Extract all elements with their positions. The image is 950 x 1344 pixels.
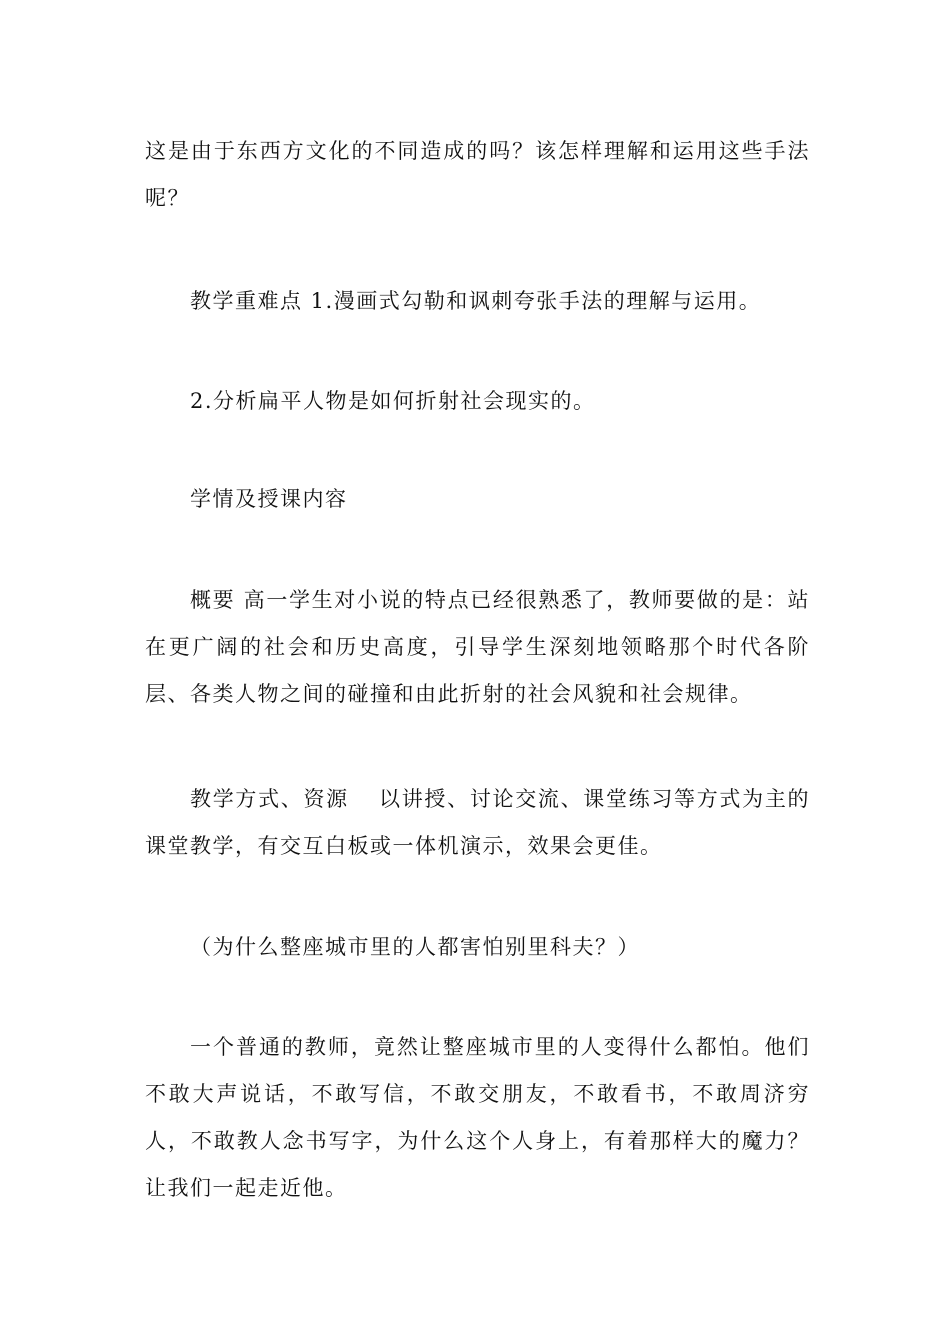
teaching-methods-text: 以讲授、讨论交流、课堂练习等方式为主的课堂教学，有交互白板或一体机演示，效果会更佳。 (145, 787, 811, 858)
paragraph-teaching-methods (145, 776, 810, 870)
paragraph-learning-heading: 学情及授课内容 (190, 487, 348, 511)
paragraph-cultural-question: 这是由于东西方文化的不同造成的吗？该怎样理解和运用这些手法呢？ (145, 139, 810, 210)
paragraph-introduction: 一个普通的教师，竟然让整座城市里的人变得什么都怕。他们不敢大声说话，不敢写信，不敢交朋友，不敢看书，不敢周济穷人，不敢教人念书写字，为什么这个人身上，有着那样大的魔力？让我们一起走近他。 (145, 1035, 810, 1200)
paragraph-key-point-2: 2.分析扁平人物是如何折射社会现实的。 (190, 389, 596, 413)
paragraph-overview: 概要 高一学生对小说的特点已经很熟悉了，教师要做的是：站在更广阔的社会和历史高度，引导学生深刻地领略那个时代各阶层、各类人物之间的碰撞和由此折射的社会风貌和社会规律。 (145, 588, 810, 706)
teaching-methods-label: 教学方式、资源 (190, 787, 349, 811)
paragraph-question: （为什么整座城市里的人都害怕别里科夫？） (190, 935, 640, 959)
paragraph-key-points: 教学重难点 1.漫画式勾勒和讽刺夸张手法的理解与运用。 (190, 289, 762, 313)
